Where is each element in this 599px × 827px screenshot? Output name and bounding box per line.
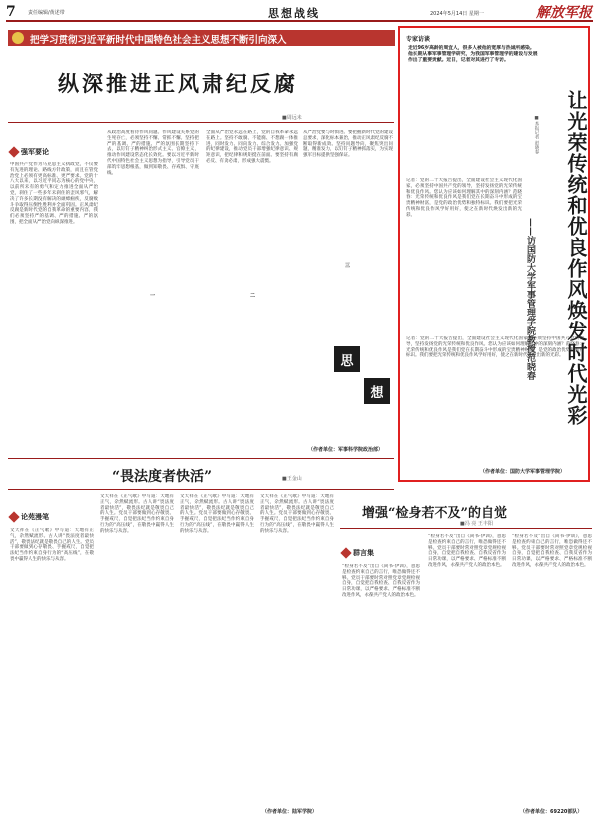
- lead-credit: （作者单位：军事科学院政治部）: [308, 447, 384, 453]
- interview-reporter: ■本报记者 赵晓春: [534, 116, 539, 154]
- essay2-column-2: 文天祥在《正气歌》中写道：天地有正气，杂然赋流形。古人讲“畏法度者最快活”，敬畏法纪就是敬畏自己的人生。党员干部要做到心存敬畏、手握戒尺，自觉把法纪当作约束自身行为的“高压线”，在敬畏中赢得人生的快乐与从容。: [100, 494, 174, 534]
- essay3-author: ■冯 亮 王丰阳: [460, 521, 493, 527]
- interview-credit: （作者单位：国防大学军事管理学院）: [480, 469, 566, 475]
- divider: [8, 122, 394, 123]
- diamond-icon: [340, 547, 351, 558]
- column-tag: [10, 512, 49, 522]
- essay2-column-3: 文天祥在《正气歌》中写道：天地有正气，杂然赋流形。古人讲“畏法度者最快活”，敬畏法纪就是敬畏自己的人生。党员干部要做到心存敬畏、手握戒尺，自觉把法纪当作约束自身行为的“高压线”，在敬畏中赢得人生的快乐与从容。: [180, 494, 254, 534]
- editor-line: 责任编辑/黄述带: [28, 10, 65, 16]
- lead-column-2: 从政治高度看待作风问题。作风建设关系党的生死存亡，必须坚持不懈、常抓不懈。坚持把严的基调、严的措施、严的氛围长期坚持下去，以钉钉子精神纠治形式主义、官僚主义，推动作风建设常态化长效化。要以习近平新时代中国特色社会主义思想为指导，引导党员干部筑牢思想根基，做到知敬畏、存戒惧、守底线。: [107, 130, 199, 176]
- lead-article-title: 纵深推进正风肃纪反腐: [58, 71, 298, 96]
- divider: [340, 528, 592, 529]
- banner-text: 把学习贯彻习近平新时代中国特色社会主义思想不断引向深入: [30, 35, 287, 46]
- essay3-credit: （作者单位：69220部队）: [520, 809, 583, 815]
- subhead-3: 三: [345, 263, 351, 269]
- essay3-tag-label: 群言集: [353, 549, 374, 557]
- essay2-tag-label: 论苑漫笔: [21, 513, 49, 521]
- calligraphy-art: [330, 340, 398, 412]
- interview-subtitle: ——访国防大学军事管理学院教授范晓春: [525, 218, 535, 380]
- section-title: 思想战线: [268, 7, 320, 20]
- column-tag: [10, 147, 49, 157]
- interview-intro: 走近96岁高龄的周宜人，很多人被他的宽厚与热诚所感染。他长期从事军事管理学研究，为我国军事管理学的建设与发展作出了重要贡献。近日，记者对其进行了专访。: [408, 46, 538, 63]
- essay3-title: 增强“检身若不及”的自觉: [362, 506, 507, 521]
- essay2-author: ■王金山: [282, 476, 302, 482]
- lead-column-4: 从严治党要与时俱进。要把握新时代党的建设总要求，深化标本兼治，推动正风肃纪反腐不断取得新成效。坚持问题导向，聚焦突出问题，精准发力，以钉钉子精神抓落实，为实现强军目标提供坚强保证。: [303, 130, 393, 159]
- interview-body-bottom: 记者：党的二十大报告提出，全面建设社会主义现代化国家，必须坚持中国共产党的领导，坚持发扬党的光荣传统和优良作风。您认为应该如何理解其中的深刻内涵？范晓春：光荣传统和优良作风是我们党在长期奋斗中形成的宝贵精神财富，是党的政治优势和独特标识。我们要把光荣传统和优良作风学好用好，使之在新时代焕发出新的光彩。: [406, 336, 584, 359]
- essay2-credit: （作者单位：陆军学院）: [262, 809, 318, 815]
- interview-body-left: 记者：党的二十大报告提出，全面建设社会主义现代化国家，必须坚持中国共产党的领导，坚持发扬党的光荣传统和优良作风。您认为应该如何理解其中的深刻内涵？范晓春：光荣传统和优良作风是我们党在长期奋斗中形成的宝贵精神财富，是党的政治优势和独特标识。我们要把光荣传统和优良作风学好用好，使之在新时代焕发出新的光彩。: [406, 178, 522, 218]
- interview-title: 让光荣传统和优良作风焕发时代光彩: [564, 90, 588, 426]
- lead-column-3: 全面从严治党永远在路上，党的自我革命永远在路上。坚持不敢腐、不能腐、不想腐一体推进，同时发力、同向发力、综合发力。加强党的纪律建设，推动党员干部增强纪律意识、规矩意识，把纪律和规矩挺在前面。要坚持有腐必反、有贪必肃，形成强大震慑。: [206, 130, 298, 164]
- subhead-2: 二: [250, 293, 256, 299]
- subhead-1: 一: [150, 293, 156, 299]
- party-emblem-icon: [12, 32, 24, 44]
- diamond-icon: [8, 511, 19, 522]
- essay3-column-3: “检身若不及”出自《尚书·伊训》，意思是检查约束自己的言行，唯恐做得还不够。党员干部要时常对照党章党规检视自身，自觉把自我检查、自我反省作为日常功课，以严格要求、严格标准不断改进作风，永葆共产党人的政治本色。: [512, 534, 592, 568]
- divider: [8, 489, 394, 490]
- essay2-title: “畏法度者快活”: [112, 469, 213, 485]
- seal-stamp-icon: 思: [334, 346, 360, 372]
- page-header: [6, 6, 593, 22]
- essay2-column-1: 文天祥在《正气歌》中写道：天地有正气，杂然赋流形。古人讲“畏法度者最快活”，敬畏法纪就是敬畏自己的人生。党员干部要做到心存敬畏、手握戒尺，自觉把法纪当作约束自身行为的“高压线”，在敬畏中赢得人生的快乐与从容。: [10, 528, 94, 562]
- essay3-column-1: “检身若不及”出自《尚书·伊训》，意思是检查约束自己的言行，唯恐做得还不够。党员干部要时常对照党章党规检视自身，自觉把自我检查、自我反省作为日常功课，以严格要求、严格标准不断改进作风，永葆共产党人的政治本色。: [342, 564, 420, 598]
- page-number: 7: [6, 4, 16, 20]
- issue-date: 2024年5月14日 星期一: [430, 11, 484, 17]
- interview-tag: 专家访谈: [406, 36, 431, 43]
- theme-banner: [8, 30, 395, 46]
- column-tag: [342, 548, 374, 558]
- seal-stamp-icon: 想: [364, 378, 390, 404]
- lead-article-author: ■周远未: [282, 115, 302, 121]
- diamond-icon: [8, 146, 19, 157]
- interview-box: [398, 26, 590, 482]
- essay2-column-4: 文天祥在《正气歌》中写道：天地有正气，杂然赋流形。古人讲“畏法度者最快活”，敬畏法纪就是敬畏自己的人生。党员干部要做到心存敬畏、手握戒尺，自觉把法纪当作约束自身行为的“高压线”，在敬畏中赢得人生的快乐与从容。: [260, 494, 334, 534]
- newspaper-masthead: 解放军报: [536, 5, 592, 21]
- essay3-column-2: “检身若不及”出自《尚书·伊训》，意思是检查约束自己的言行，唯恐做得还不够。党员干部要时常对照党章党规检视自身，自觉把自我检查、自我反省作为日常功课，以严格要求、严格标准不断改进作风，永葆共产党人的政治本色。: [428, 534, 506, 568]
- divider: [8, 458, 394, 459]
- column-tag-label: 强军要论: [21, 148, 49, 156]
- lead-column-1: 中国共产党作为马克思主义执政党，不仅要有先进的理论、路线方针政策，而且在管党治党上必须有更高标准、更严要求。党的十八大以来，以习近平同志为核心的党中央，以前所未有的勇气和定力推进全面从严治党，刹住了一些多年未刹住的歪风邪气，解决了许多长期没有解决的顽瘴痼疾，反腐败斗争取得压倒性胜利并全面巩固。正风肃纪反腐是新时代党的自我革命的重要内容，我们必须坚持严的基调、严的措施、严的氛围，把全面从严治党向纵深推进。: [10, 162, 98, 225]
